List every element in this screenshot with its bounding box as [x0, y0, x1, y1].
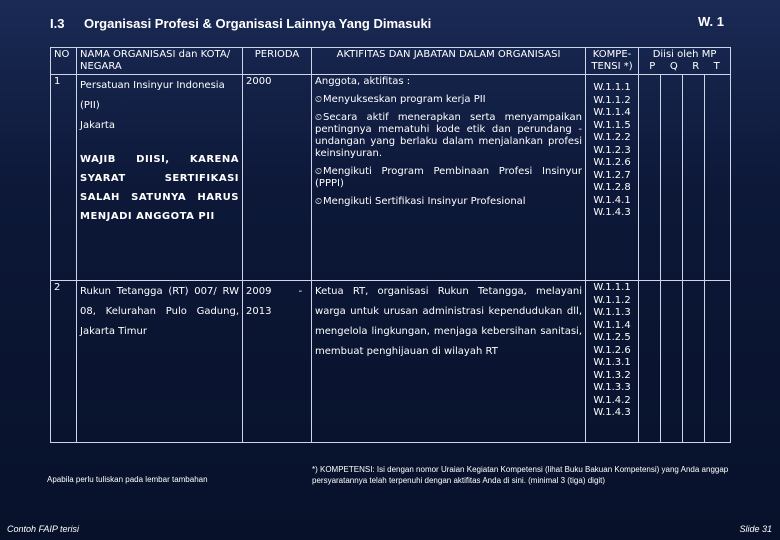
row-activity — [312, 75, 586, 281]
organization-table — [50, 47, 731, 443]
mandatory-notice: WAJIB DIISI, KARENA SYARAT SERTIFIKASI SALAH SATUNYA HARUS MENJADI ANGGOTA PII — [80, 154, 239, 222]
competence-code: W.1.3.1 — [593, 357, 631, 368]
row-name-line: (PII) — [80, 100, 100, 111]
mp-cell-t[interactable] — [705, 281, 731, 443]
mp-cell-r[interactable] — [683, 75, 705, 281]
table-row — [51, 281, 731, 443]
competence-code: W.1.4.2 — [593, 394, 631, 406]
section-title: Organisasi Profesi & Organisasi Lainnya Yang Dimasuki — [84, 16, 432, 31]
row-name-line: Persatuan Insinyur Indonesia — [80, 80, 225, 91]
competence-code: W.1.4.3 — [593, 207, 631, 218]
header-mp-t: T — [713, 61, 720, 72]
row-name-line: Jakarta — [80, 120, 115, 131]
competence-code: W.1.2.5 — [593, 332, 631, 343]
mp-cell-p[interactable] — [639, 75, 661, 281]
header-competence: KOMPE-TENSI *) — [586, 48, 639, 75]
activity-item-text: Secara aktif menerapkan serta menyampaikan pentingnya mematuhi kode etik dan perundang -undangan yang berlaku dalam menjalankan profesi keinsinyuran. — [315, 112, 583, 159]
activity-item-text: Mengikuti Sertifikasi Insinyur Profesional — [323, 196, 526, 207]
competence-code: W.1.3.2 — [593, 369, 631, 381]
table-header-row — [51, 48, 731, 75]
mp-cell-q[interactable] — [661, 281, 683, 443]
row-activity: Ketua RT, organisasi Rukun Tetangga, melayani warga untuk urusan administrasi kependudukan dll, mengelola lingkungan, menjaga kebersihan sanitasi, membuat penghijauan di wilayah RT — [315, 286, 583, 357]
activity-item-text: Mengikuti Program Pembinaan Profesi Insinyur (PPPI) — [315, 166, 583, 189]
clock-icon: ⏲ — [315, 95, 323, 105]
activity-item-text: Menyukseskan program kerja PII — [323, 94, 486, 105]
mp-cell-p[interactable] — [639, 281, 661, 443]
competence-code: W.1.1.1 — [593, 82, 631, 93]
form-code: W. 1 — [698, 14, 725, 29]
footnote-additional-sheet: Apabila perlu tuliskan pada lembar tambahan — [47, 475, 208, 484]
competence-code: W.1.4.1 — [593, 194, 631, 206]
competence-code: W.1.2.3 — [593, 144, 631, 156]
competence-code: W.1.1.4 — [593, 319, 631, 331]
clock-icon: ⏲ — [315, 113, 323, 123]
competence-code: W.1.1.3 — [593, 307, 631, 318]
competence-code: W.1.2.2 — [593, 132, 631, 143]
header-no: NO — [51, 48, 77, 75]
row-name-cell — [77, 281, 243, 443]
competence-code: W.1.2.6 — [593, 344, 631, 356]
activity-item — [315, 94, 582, 106]
row-no: 1 — [51, 75, 77, 281]
clock-icon: ⏲ — [315, 197, 323, 207]
row-no: 2 — [51, 281, 77, 443]
mp-cell-r[interactable] — [683, 281, 705, 443]
clock-icon: ⏲ — [315, 167, 323, 177]
competence-code: W.1.2.7 — [593, 169, 631, 181]
row-period-cell — [243, 281, 296, 443]
activity-head: Anggota, aktifitas : — [315, 76, 411, 87]
competence-code: W.1.1.2 — [593, 94, 631, 106]
row-competence — [586, 281, 639, 443]
competence-code: W.1.1.4 — [593, 107, 631, 118]
section-number: I.3 — [50, 16, 65, 31]
header-period: PERIODA — [243, 48, 312, 75]
table-row — [51, 75, 731, 281]
mp-cell-t[interactable] — [705, 75, 731, 281]
slide-number: Slide 31 — [739, 524, 772, 534]
row-name: Rukun Tetangga (RT) 007/ RW 08, Kelurahan Pulo Gadung, Jakarta Timur — [80, 286, 239, 337]
competence-code: W.1.3.3 — [593, 382, 631, 393]
slide-caption: Contoh FAIP terisi — [7, 524, 80, 534]
row-name-cell — [77, 75, 243, 281]
header-mp-q: Q — [669, 61, 678, 72]
competence-code: W.1.1.2 — [593, 294, 631, 306]
header-activity: AKTIFITAS DAN JABATAN DALAM ORGANISASI — [312, 48, 586, 75]
mp-cell-q[interactable] — [661, 75, 683, 281]
row-period-end — [296, 75, 312, 281]
row-activity-cell — [312, 281, 586, 443]
row-period: 2009 2013 — [246, 286, 272, 317]
header-name: NAMA ORGANISASI dan KOTA/ NEGARA — [77, 48, 243, 75]
footnote-competence: *) KOMPETENSI: Isi dengan nomor Uraian Kegiatan Kompetensi (lihat Buku Bakuan Kompetensi) yang Anda anggap persyaratannya telah terpenuhi dengan aktifitas Anda di sini. (minimal 3 (tiga) digit) — [312, 465, 729, 485]
row-competence — [586, 75, 639, 281]
activity-item — [315, 196, 582, 208]
row-period-end: - — [298, 286, 303, 297]
row-period: 2000 — [243, 75, 296, 281]
header-mp-p: P — [649, 61, 656, 72]
activity-item — [315, 112, 582, 160]
header-mp-title: Diisi oleh MP — [652, 49, 717, 60]
header-mp — [639, 48, 731, 75]
competence-code: W.1.2.6 — [593, 157, 631, 168]
header-mp-r: R — [692, 61, 700, 72]
competence-code: W.1.2.8 — [593, 182, 631, 193]
competence-code: W.1.1.5 — [593, 119, 631, 131]
competence-code: W.1.1.1 — [593, 282, 631, 293]
activity-item — [315, 166, 582, 190]
row-period-end-cell — [296, 281, 312, 443]
competence-code: W.1.4.3 — [593, 407, 631, 418]
